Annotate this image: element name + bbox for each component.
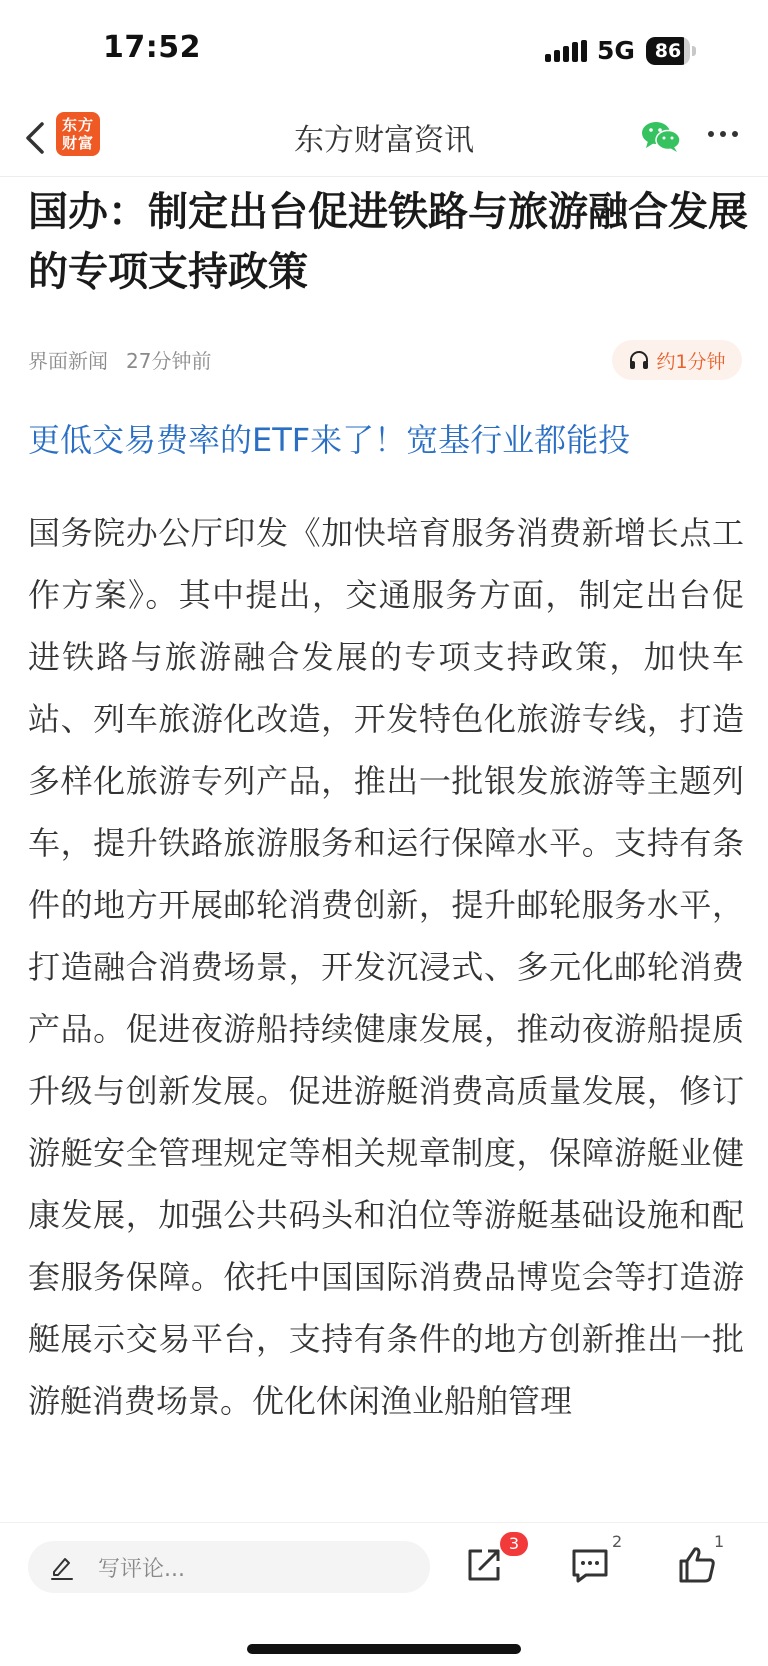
comment-icon[interactable] (568, 1543, 612, 1587)
article-body: 国务院办公厅印发《加快培育服务消费新增长点工作方案》。其中提出，交通服务方面，制定出台促进铁路与旅游融合发展的专项支持政策，加快车站、列车旅游化改造，开发特色化旅游专线，打造多样化旅游专列产品，推出一批银发旅游等主题列车，提升铁路旅游服务和运行保障水平。支持有条件的地方开展邮轮消费创新，提升邮轮服务水平，打造融合消费场景，开发沉浸式、多元化邮轮消费产品。促进夜游船持续健康发展，推动夜游船提质升级与创新发展。促进游艇消费高质量发展，修订游艇安全管理规定等相关规章制度，保障游艇业健康发展，加强公共码头和泊位等游艇基础设施和配套服务保障。依托中国国际消费品博览会等打造游艇展示交易平台，支持有条件的地方创新推出一批游艇消费场景。优化休闲渔业船舶管理 (28, 514, 744, 1420)
battery-level: 86 (654, 40, 682, 62)
battery-icon (646, 37, 698, 65)
article-headline: 国办：制定出台促进铁路与旅游融合发展的专项支持政策 (28, 189, 748, 295)
more-dots-icon[interactable] (705, 124, 741, 144)
promo-link[interactable]: 更低交易费率的ETF来了！宽基行业都能投 (28, 421, 631, 459)
signal-icon (545, 40, 589, 66)
home-indicator (247, 1644, 521, 1654)
like-count: 1 (714, 1532, 725, 1551)
bottom-bar (0, 1522, 768, 1666)
share-badge: 3 (500, 1532, 528, 1556)
headphones-icon (628, 349, 650, 371)
network-type: 5G (597, 36, 635, 65)
pen-icon (48, 1553, 76, 1581)
article-source: 界面新闻 (28, 349, 108, 373)
status-bar (0, 0, 768, 100)
logo-text-bottom: 财富 (61, 134, 94, 152)
share-icon[interactable] (462, 1543, 506, 1587)
listen-button[interactable] (612, 340, 742, 380)
comment-placeholder: 写评论... (98, 1557, 185, 1582)
nav-bar (0, 100, 768, 177)
logo-text-top: 东方 (61, 116, 94, 134)
listen-label: 约1分钟 (656, 350, 726, 373)
article-time: 27分钟前 (126, 349, 212, 373)
page-title: 东方财富资讯 (294, 123, 474, 158)
comment-count: 2 (612, 1532, 623, 1551)
thumbs-up-icon[interactable] (675, 1543, 719, 1587)
wechat-icon[interactable] (640, 118, 682, 154)
article-meta (28, 345, 211, 374)
status-time: 17:52 (103, 30, 201, 65)
comment-input[interactable] (28, 1541, 430, 1593)
